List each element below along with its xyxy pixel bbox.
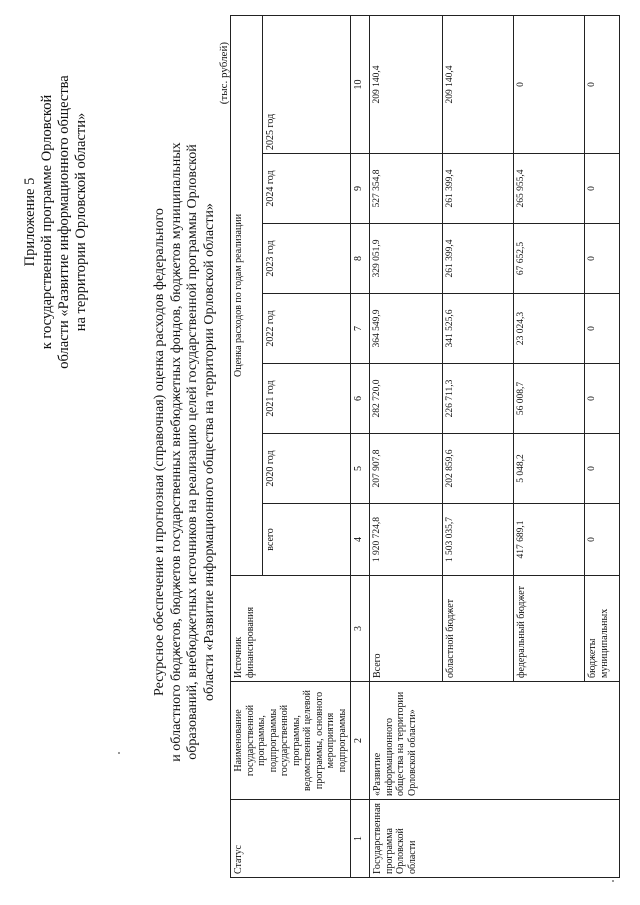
source-cell: Всего: [370, 576, 443, 682]
value-cell: 23 024,3: [514, 294, 585, 364]
title-line: и областного бюджетов, бюджетов государственных внебюджетных фондов, бюджетов муниципальных: [168, 142, 184, 762]
value-cell: 1 503 035,7: [443, 504, 514, 576]
value-cell: 527 354,8: [370, 154, 443, 224]
appendix-line: на территории Орловской области»: [73, 112, 89, 332]
value-cell: 329 051,9: [370, 224, 443, 294]
appendix-header: [22, 32, 90, 412]
header-year-2022: 2022 год: [262, 294, 350, 364]
column-number: 1: [351, 800, 370, 878]
value-cell: 226 711,3: [443, 364, 514, 434]
source-cell: федеральный бюджет: [514, 576, 585, 682]
value-cell: 0: [585, 434, 620, 504]
value-cell: 0: [585, 504, 620, 576]
title-line: образований, внебюджетных источников на реализацию целей государственной программы Орловской: [185, 144, 200, 760]
value-cell: 417 689,1: [514, 504, 585, 576]
appendix-line: к государственной программе Орловской: [39, 94, 55, 350]
value-cell: 0: [585, 15, 620, 153]
column-number: 8: [351, 224, 370, 294]
value-cell: 0: [585, 364, 620, 434]
value-cell: 0: [585, 224, 620, 294]
value-cell: 261 399,4: [443, 224, 514, 294]
value-cell: 364 549,9: [370, 294, 443, 364]
value-cell: 282 720,0: [370, 364, 443, 434]
header-status: Статус: [231, 800, 351, 878]
value-cell: 0: [585, 294, 620, 364]
header-year-2025: 2025 год: [262, 15, 350, 153]
table-row: [370, 15, 443, 877]
value-cell: 261 399,4: [443, 154, 514, 224]
program-name-cell: «Развитие информационного общества на территории Орловской области»: [370, 682, 620, 800]
value-cell: 341 525,6: [443, 294, 514, 364]
value-cell: 265 955,4: [514, 154, 585, 224]
value-cell: 67 652,5: [514, 224, 585, 294]
value-cell: 56 008,7: [514, 364, 585, 434]
units-label: (тыс. рублей): [218, 42, 230, 105]
column-number: 5: [351, 434, 370, 504]
scan-speck: [118, 752, 120, 754]
header-total: всего: [262, 504, 350, 576]
column-number: 2: [351, 682, 370, 800]
column-number: 9: [351, 154, 370, 224]
header-program-name: Наименование государственной программы, подпрограммы государственной программы, ведомственной целевой программы, основного мероприятия подпрограммы: [231, 682, 351, 800]
value-cell: 207 907,8: [370, 434, 443, 504]
source-cell: бюджеты муниципальных: [585, 576, 620, 682]
value-cell: 5 048,2: [514, 434, 585, 504]
column-number: 6: [351, 364, 370, 434]
value-cell: 209 140,4: [443, 15, 514, 153]
value-cell: 209 140,4: [370, 15, 443, 153]
value-cell: 1 920 724,8: [370, 504, 443, 576]
document-title: [152, 52, 218, 852]
title-line: Ресурсное обеспечение и прогнозная (справочная) оценка расходов федерального: [152, 208, 167, 696]
header-source: Источник финансирования: [231, 576, 351, 682]
rotated-document-page: [20, 22, 620, 882]
header-year-2020: 2020 год: [262, 434, 350, 504]
column-number: 3: [351, 576, 370, 682]
scan-speck: [612, 880, 614, 882]
column-number: 4: [351, 504, 370, 576]
resource-table: [230, 15, 620, 878]
status-cell: Государственная программа Орловской области: [370, 800, 620, 878]
value-cell: 0: [585, 154, 620, 224]
header-year-2021: 2021 год: [262, 364, 350, 434]
title-line: области «Развитие информационного общества на территории Орловской области»: [201, 203, 217, 701]
header-estimate: Оценка расходов по годам реализации: [231, 15, 263, 575]
appendix-line: Приложение 5: [22, 177, 38, 267]
value-cell: 202 859,6: [443, 434, 514, 504]
column-number: 7: [351, 294, 370, 364]
header-year-2023: 2023 год: [262, 224, 350, 294]
header-year-2024: 2024 год: [262, 154, 350, 224]
value-cell: 0: [514, 15, 585, 153]
source-cell: областной бюджет: [443, 576, 514, 682]
column-number: 10: [351, 15, 370, 153]
appendix-line: области «Развитие информационного общества: [56, 75, 72, 369]
